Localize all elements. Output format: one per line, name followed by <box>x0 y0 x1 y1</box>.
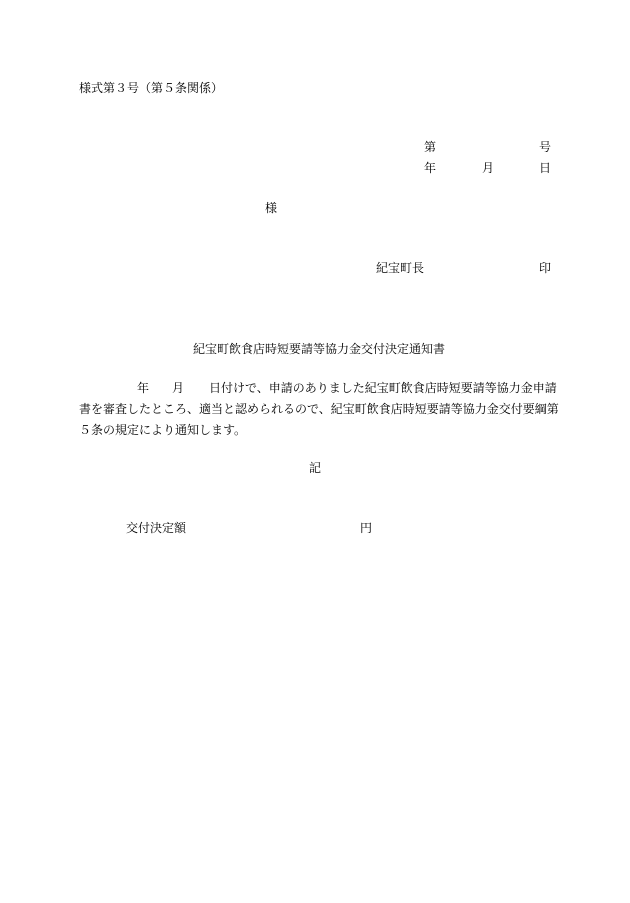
body-line2: 書を審査したところ、適当と認められるので、紀宝町飲食店時短要請等協力金交付要綱第 <box>79 402 559 416</box>
document-number-prefix: 第 <box>424 140 437 154</box>
date-day: 日 <box>539 161 552 175</box>
amount-label: 交付決定額 <box>126 521 187 535</box>
date-year: 年 <box>424 161 437 175</box>
addressee-suffix: 様 <box>265 201 278 215</box>
amount-unit: 円 <box>360 521 373 535</box>
body-line1-month: 月 <box>172 381 185 395</box>
body-line1-year: 年 <box>137 381 150 395</box>
issuer-seal: 印 <box>539 261 552 275</box>
date-month: 月 <box>482 161 495 175</box>
document-number-suffix: 号 <box>539 140 552 154</box>
issuer-title: 紀宝町長 <box>376 261 425 275</box>
body-line1-rest: 日付けで、申請のありました紀宝町飲食店時短要請等協力金申請 <box>209 381 557 395</box>
ki-heading: 記 <box>309 461 322 475</box>
body-line3: ５条の規定により通知します。 <box>79 423 247 437</box>
document-title: 紀宝町飲食店時短要請等協力金交付決定通知書 <box>193 342 446 356</box>
form-number: 様式第３号（第５条関係） <box>79 81 224 95</box>
